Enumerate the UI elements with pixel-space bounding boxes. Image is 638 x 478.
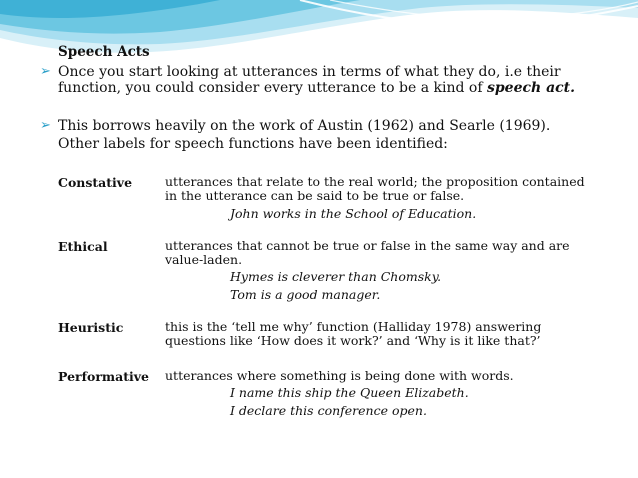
arrow-bullet-icon: ➢ [40,118,51,133]
followup-line: Other labels for speech functions have been identified: [58,136,448,152]
definition-heuristic: this is the ‘tell me why’ function (Halliday 1978) answering questions like ‘How does it work?’ and ‘Why is it like that?’ [165,319,542,348]
definition-performative: utterances where something is being done with words. [165,368,514,383]
bullet-text: This borrows heavily on the work of Austin (1962) and Searle (1969). [58,118,551,134]
term-performative: Performative [58,369,149,384]
example-performative-1: I name this ship the Queen Elizabeth. [230,385,469,400]
term-heuristic: Heuristic [58,320,124,335]
bullet-emphasis: speech act. [487,80,575,96]
arrow-bullet-icon: ➢ [40,64,51,79]
definition-ethical: utterances that cannot be true or false in the same way and are value-laden. [165,238,570,267]
example-performative-2: I declare this conference open. [230,403,427,418]
bullet-text-main: Once you start looking at utterances in terms of what they do, i.e their function, you could consider every utterance to be a kind of [58,64,561,96]
bullet-text [58,64,600,96]
example-ethical-2: Tom is a good manager. [230,287,381,302]
slide-title: Speech Acts [58,44,150,60]
term-ethical: Ethical [58,239,108,254]
definition-constative: utterances that relate to the real world; the proposition contained in the utterance can be said to be true or false. [165,174,585,203]
example-ethical-1: Hymes is cleverer than Chomsky. [230,269,442,284]
example-constative-1: John works in the School of Education. [230,206,477,221]
bullet-austin-searle [40,118,600,134]
bullet-speech-act [40,64,600,96]
term-constative: Constative [58,175,133,190]
